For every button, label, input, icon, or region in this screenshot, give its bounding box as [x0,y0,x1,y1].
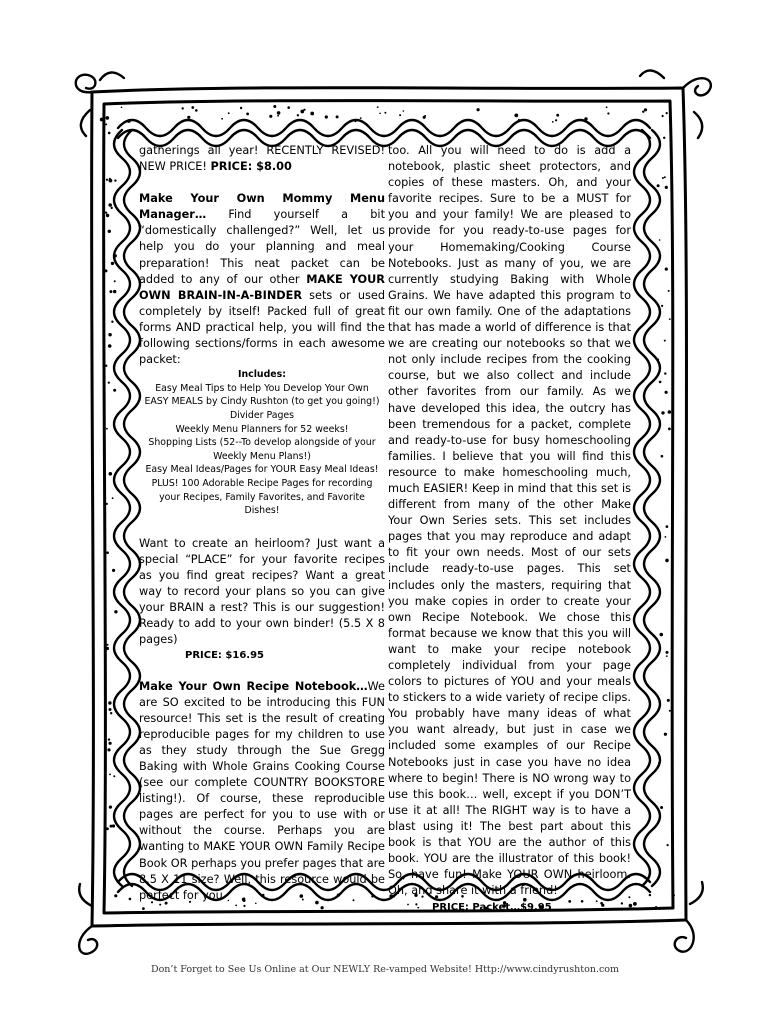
speckle-dot [668,290,670,292]
speckle-dot [607,112,609,114]
speckle-dot [477,108,480,111]
speckle-dot [659,239,661,241]
speckle-dot [663,137,665,139]
speckle-dot [321,906,324,909]
speckle-dot [273,105,276,108]
includes-list [139,368,385,518]
includes-item: Shopping Lists (52--To develop alongside of your [148,437,376,449]
speckle-dot [354,120,356,122]
includes-item: Easy Meal Ideas/Pages for YOUR Easy Meal Ideas! [145,464,379,476]
price-label: PRICE: $16.95 [185,650,264,662]
speckle-dot [106,428,108,430]
speckle-dot [664,733,667,736]
speckle-dot [108,230,111,233]
includes-item: Divider Pages [229,410,295,421]
price-label: PRICE: $8.00 [210,160,292,174]
speckle-dot [668,428,671,431]
speckle-dot [644,108,647,111]
speckle-dot [109,472,113,476]
includes-item: your Recipes, Family Favorites, and Favorite [159,491,365,503]
speckle-dot [377,106,379,108]
speckle-dot [105,365,107,367]
product-description: We are SO excited to be introducing this FUN resource! This set is the result of creating reproducible pages for my children to use as they study through the Sue Gregg Baking with Whole Grains Cooking Course (see our complete COUNTRY BOOKSTORE listing!). Of course, these reproducible pages are perfect for you to use with or without the course. Perhaps you are wanting to MAKE YOUR OWN Family Recipe Book OR perhaps you prefer pages that are 8.5 X 11 size? Well, this resource would be perfect for you [139,679,385,902]
speckle-dot [106,551,109,554]
speckle-dot [514,114,518,118]
speckle-dot [662,177,664,179]
speckle-dot [660,633,664,637]
speckle-dot [105,212,107,214]
speckle-dot [182,107,184,109]
speckle-dot [669,710,671,712]
speckle-dot [114,179,116,181]
speckle-dot [109,742,112,745]
speckle-dot [109,708,112,711]
speckle-dot [649,894,651,896]
speckle-dot [297,114,299,116]
speckle-dot [399,114,401,116]
speckle-dot [109,806,112,809]
speckle-dot [112,824,115,827]
speckle-dot [246,113,249,116]
speckle-dot [121,107,123,109]
speckle-dot [665,536,667,538]
speckle-dot [360,117,362,119]
product-title: Make Your Own Mommy Menu Manager… [139,192,385,222]
includes-item: Weekly Menu Planners for 52 weeks! [175,423,349,435]
speckle-dot [112,497,114,499]
speckle-dot [108,344,112,348]
speckle-dot [661,411,664,414]
speckle-dot [105,269,108,272]
intro-text: gatherings all year! RECENTLY REVISED! NEW PRICE! [139,144,385,174]
speckle-dot [114,610,117,613]
product-emphasis: MAKE YOUR OWN BRAIN-IN-A-BINDER [139,272,385,302]
speckle-dot [667,844,669,846]
speckle-dot [127,119,131,123]
right-column [388,143,631,917]
speckle-dot [269,115,272,118]
paragraph-menu-manager [139,191,385,368]
speckle-dot [106,214,109,217]
speckle-dot [114,280,116,282]
speckle-dot [228,112,230,114]
speckle-dot [108,701,111,704]
speckle-dot [403,110,405,112]
product-description: Find yourself a bit “domestically challenged?” Well, let us help you do your planning and meal preparation! This neat packet can be added to any of our other [139,208,385,286]
speckle-dot [657,358,659,360]
speckle-dot [114,894,117,897]
speckle-dot [556,114,559,117]
speckle-dot [655,906,658,909]
speckle-dot [423,116,426,119]
speckle-dot [106,116,110,120]
speckle-dot [664,372,666,374]
paragraph-intro [139,143,385,175]
speckle-dot [108,738,110,740]
speckle-dot [112,569,115,572]
speckle-dot [235,905,237,907]
speckle-dot [129,898,132,901]
speckle-dot [106,179,108,181]
product-description: sets or used completely by itself! Packed full of great forms AND practical help, you will find the following sections/forms in each awesome packet: [139,288,385,367]
speckle-dot [665,559,669,563]
speckle-dot [159,904,161,906]
speckle-dot [111,262,114,265]
speckle-dot [109,774,111,776]
speckle-dot [552,121,554,123]
speckle-dot [195,109,198,112]
speckle-dot [379,113,381,115]
paragraph-recipe-notebook-cont: too. All you will need to do is add a notebook, plastic sheet protectors, and copies of these masters. Oh, and your favorite recipes. Sure to be a MUST for you and your family! We are pleased to provide for you ready-to-use pages for your Homemaking/Cooking Course Notebooks. Just as many of you, we are currently studying Baking with Whole Grains. We have adapted this program to fit our own family. One of the adaptations that has made a world of difference is that we are creating our notebooks so that we not only include recipes from the cooking course, but we also collect and include other favorites from our family. As we have developed this idea, the outcry has been tremendous for a packet, complete and ready-to-use for busy homeschooling families. I believe that you will find this resource to make homeschooling much, much EASIER! Keep in mind that this set is different from many of the other Make Your Own Series sets. This set includes pages that you may reproduce and adapt to fit your own needs. Most of our sets include ready-to-use pages. This set includes only the masters, requiring that you make copies in order to create your own Recipe Notebook. We chose this format because we know that this you will want to make your recipe notebook completely individual from your page colors to pictures of YOU and your meals to stickers to a wide variety of recipe clips. You probably have many ideas of what you want already, but just in case we included some examples of our Recipe Notebooks just in case you have no idea where to begin! There is NO wrong way to use this book… well, except if you DON’T use it at all! The RIGHT way is to have a blast using it! The best part about this book is that YOU are the author of this book. YOU are the illustrator of this book! So, have fun! Make YOUR OWN heirloom. Oh, and share it with a friend! [388,144,631,898]
speckle-dot [109,178,111,180]
product-title: Make Your Own Recipe Notebook… [139,679,368,693]
speckle-dot [669,318,671,320]
speckle-dot [673,894,675,896]
includes-item: PLUS! 100 Adorable Recipe Pages for recording [151,477,373,489]
speckle-dot [108,203,112,207]
speckle-dot [606,106,608,108]
speckle-dot [142,907,145,910]
speckle-dot [642,111,644,113]
includes-heading: Includes: [237,369,286,381]
speckle-dot [109,290,112,293]
speckle-dot [111,207,113,209]
speckle-dot [658,762,660,764]
speckle-dot [666,112,668,114]
speckle-dot [384,112,386,114]
speckle-dot [106,503,108,505]
includes-item: Easy Meal Tips to Help You Develop Your Own [155,382,369,394]
speckle-dot [106,827,109,830]
speckle-dot [664,176,666,178]
speckle-dot [114,254,117,257]
speckle-dot [665,268,668,271]
left-column [139,143,385,904]
speckle-dot [555,119,557,121]
speckle-dot [662,115,664,117]
speckle-dot [336,115,339,118]
speckle-dot [667,699,670,702]
speckle-dot [100,118,104,122]
speckle-dot [106,647,109,650]
paragraph-recipe-notebook [139,679,385,904]
speckle-dot [277,115,279,117]
footer-website-note: Don’t Forget to See Us Online at Our NEWLY Re-vamped Website! Http://www.cindyrushton.com [150,964,620,975]
speckle-dot [665,391,668,394]
speckle-dot [661,305,663,307]
speckle-dot [107,748,110,751]
speckle-dot [108,333,111,336]
paragraph-heirloom: Want to create an heirloom? Just want a special “PLACE” for your favorite recipes as you find great recipes? Want a great way to record your plans so you can give your BRAIN a rest? This is our suggestion! Ready to add to your own binder! (5.5 X 8 pages) [139,536,385,647]
price-label: PRICE: Packet…$9.95 [432,902,552,914]
speckle-dot [665,186,668,189]
speckle-dot [221,118,223,120]
speckle-dot [191,106,194,109]
speckle-dot [113,290,116,293]
speckle-dot [113,775,115,777]
speckle-dot [661,455,664,458]
speckle-dot [110,712,112,714]
speckle-dot [108,382,110,384]
speckle-dot [659,381,662,384]
speckle-dot [668,410,672,414]
speckle-dot [584,117,587,120]
speckle-dot [108,132,111,135]
speckle-dot [277,111,281,115]
speckle-dot [310,112,314,116]
speckle-dot [666,525,669,528]
speckle-dot [287,106,290,109]
speckle-dot [243,905,245,907]
speckle-dot [113,389,116,392]
speckle-dot [664,340,666,342]
speckle-dot [325,115,328,118]
speckle-dot [666,651,669,654]
includes-item: Dishes! [244,505,280,517]
speckle-dot [107,644,109,646]
speckle-dot [660,806,663,809]
speckle-dot [518,119,520,121]
speckle-dot [300,110,304,114]
includes-item: Weekly Menu Plans!) [213,450,311,462]
speckle-dot [111,321,113,323]
speckle-dot [187,116,190,119]
speckle-dot [657,184,660,187]
speckle-dot [633,902,637,906]
speckle-dot [105,123,107,125]
speckle-dot [240,107,242,109]
speckle-dot [666,655,668,657]
includes-item: EASY MEALS by Cindy Rushton (to get you going!) [144,396,380,408]
